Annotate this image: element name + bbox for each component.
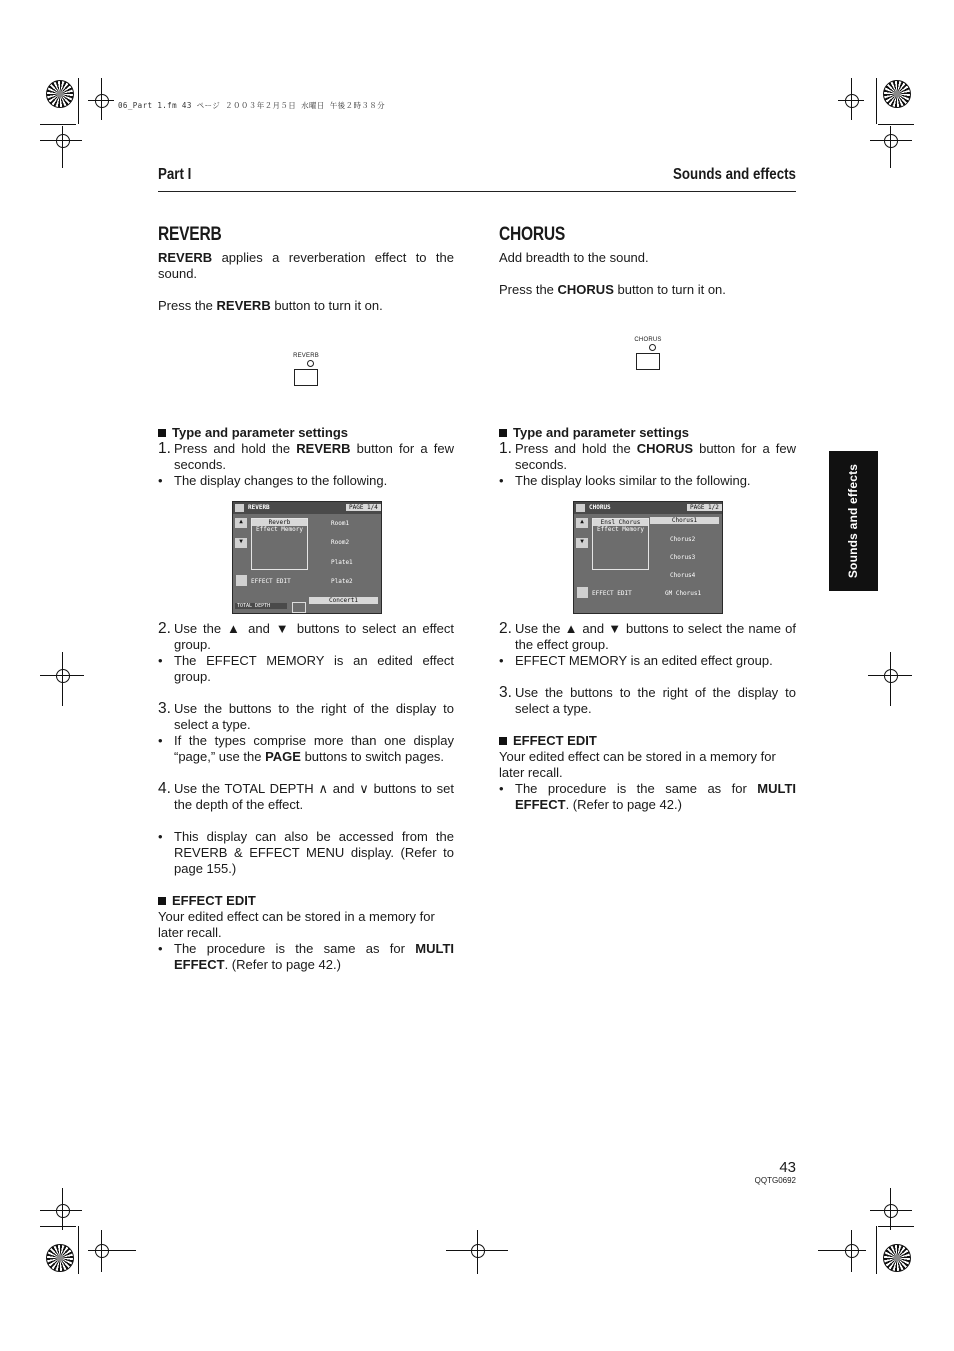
lcd-group-item: Effect Memory [256,526,303,533]
lcd-effect-edit: EFFECT EDIT [251,578,291,585]
lcd-type-item: Plate1 [331,559,353,566]
square-bullet-icon [499,737,507,745]
lcd-page-indicator: PAGE 1/2 [687,504,722,511]
chorus-button-label: CHORUS [634,337,662,343]
reverb-edit-text: Your edited effect can be stored in a memory for later recall. [158,909,435,940]
reverb-step-1: 1. Press and hold the REVERB button for a few seconds. [158,440,454,472]
reverb-bullet-1: • The display changes to the following. [158,473,388,488]
square-bullet-icon [158,429,166,437]
crop-line [78,78,79,124]
lcd-music-icon [235,504,244,512]
chorus-button-icon [636,353,660,370]
crop-target-icon [46,1244,74,1272]
crop-line [40,1226,76,1227]
crop-target-icon [56,1204,70,1218]
lcd-page-indicator: PAGE 1/4 [346,504,381,511]
crop-target-icon [46,80,74,108]
crop-target-icon [845,94,859,108]
reverb-edit-bullet: • The procedure is the same as for MULTI EFFECT. (Refer to page 42.) [158,941,454,972]
reverb-intro: REVERB applies a reverberation effect to the sound. Press the REVERB button to turn it on. [158,250,454,313]
lcd-type-item: Chorus2 [670,536,696,543]
chorus-title: CHORUS [499,224,566,245]
reverb-instructions [158,425,454,489]
crop-target-icon [56,669,70,683]
crop-line [878,124,914,125]
lcd-down-arrow-icon: ▼ [576,538,588,548]
lcd-music-icon [576,504,585,512]
crop-target-icon [95,1244,109,1258]
lcd-down-arrow-icon: ▼ [235,538,247,548]
lcd-group-list [592,518,649,570]
chorus-step-3: 3. Use the buttons to the right of the display to select a type. [499,684,796,716]
lcd-type-item: Chorus1 [650,517,719,524]
crop-target-icon [883,80,911,108]
crop-line [40,124,76,125]
lcd-type-item: Concert1 [309,597,378,604]
lcd-title: CHORUS [589,504,611,511]
lcd-total-depth: TOTAL DEPTH [235,603,287,609]
chorus-edit-bullet: • The procedure is the same as for MULTI EFFECT. (Refer to page 42.) [499,781,796,812]
crop-line [78,1226,79,1274]
reverb-bullet-3: • If the types comprise more than one display “page,” use the PAGE buttons to switch pages. [158,733,454,764]
lcd-edit-icon [236,575,247,586]
crop-line [876,78,877,124]
lcd-effect-edit: EFFECT EDIT [592,590,632,597]
lcd-type-item: GM Chorus1 [665,590,702,597]
chorus-step-1: 1. Press and hold the CHORUS button for a few seconds. [499,440,796,472]
lcd-up-arrow-icon: ▲ [235,518,247,528]
lcd-type-item: Plate2 [331,578,353,585]
crop-target-icon [884,1204,898,1218]
lcd-type-item: Chorus3 [670,554,696,561]
lcd-type-item: Room1 [331,520,350,527]
reverb-bullet-4: • This display can also be accessed from the REVERB & EFFECT MENU display. (Refer to page 155.) [158,829,454,876]
header-part: Part I [158,166,192,183]
lcd-type-item: Chorus4 [670,572,696,579]
reverb-instructions-2 [158,621,454,973]
crop-target-icon [95,94,109,108]
chorus-intro: Add breadth to the sound. Press the CHORUS button to turn it on. [499,250,726,297]
lcd-title: REVERB [248,504,270,511]
chorus-panel-button [636,337,668,370]
chorus-lcd-screenshot [573,501,723,614]
chorus-edit-text: Your edited effect can be stored in a memory for later recall. [499,749,776,780]
reverb-button-icon [294,369,318,386]
lcd-depth-updown-icon [292,602,306,613]
crop-target-icon [845,1244,859,1258]
header-section: Sounds and effects [673,166,796,183]
crop-target-icon [884,669,898,683]
reverb-step-4: 4. Use the TOTAL DEPTH ∧ and ∨ buttons to set the depth of the effect. [158,780,454,812]
square-bullet-icon [158,897,166,905]
chorus-step-2: 2. Use the ▲ and ▼ buttons to select the name of the effect group. [499,620,796,652]
lcd-up-arrow-icon: ▲ [576,518,588,528]
chorus-instructions-2 [499,621,796,813]
lcd-group-list [251,518,308,570]
chorus-edit-heading: EFFECT EDIT [499,733,796,749]
chorus-instructions [499,425,796,489]
reverb-bullet-2: • The EFFECT MEMORY is an edited effect group. [158,653,454,684]
reverb-type-heading: Type and parameter settings [158,425,454,441]
led-indicator-icon [649,344,656,351]
lcd-group-selected: Ensl Chorus [593,519,648,526]
side-tab-label: Sounds and effects [846,463,861,579]
square-bullet-icon [499,429,507,437]
reverb-lcd-screenshot [232,501,382,614]
chorus-type-heading: Type and parameter settings [499,425,796,441]
lcd-group-selected: Reverb [252,519,307,526]
print-info-line: 06_Part 1.fm 43 ページ ２００３年２月５日 水曜日 午後２時３８分 [118,101,386,110]
reverb-step-3: 3. Use the buttons to the right of the display to select a type. [158,700,454,732]
header-rule [158,191,796,192]
crop-target-icon [884,134,898,148]
crop-line [878,1226,914,1227]
reverb-button-label: REVERB [293,353,319,359]
lcd-edit-icon [577,587,588,598]
reverb-title: REVERB [158,224,222,245]
crop-line [876,1226,877,1274]
page-number: 43 [779,1159,796,1176]
led-indicator-icon [307,360,314,367]
lcd-group-item: Effect Memory [597,526,644,533]
crop-target-icon [883,1244,911,1272]
chorus-bullet-2: • EFFECT MEMORY is an edited effect group. [499,653,773,668]
crop-target-icon [56,134,70,148]
lcd-type-item: Room2 [331,539,350,546]
reverb-edit-heading: EFFECT EDIT [158,893,454,909]
reverb-step-2: 2. Use the ▲ and ▼ buttons to select an effect group. [158,620,454,652]
document-code: QQTG0692 [754,1176,796,1185]
chorus-bullet-1: • The display looks similar to the following. [499,473,751,488]
crop-target-icon [471,1244,485,1258]
side-tab [829,451,878,591]
reverb-panel-button [294,353,326,386]
